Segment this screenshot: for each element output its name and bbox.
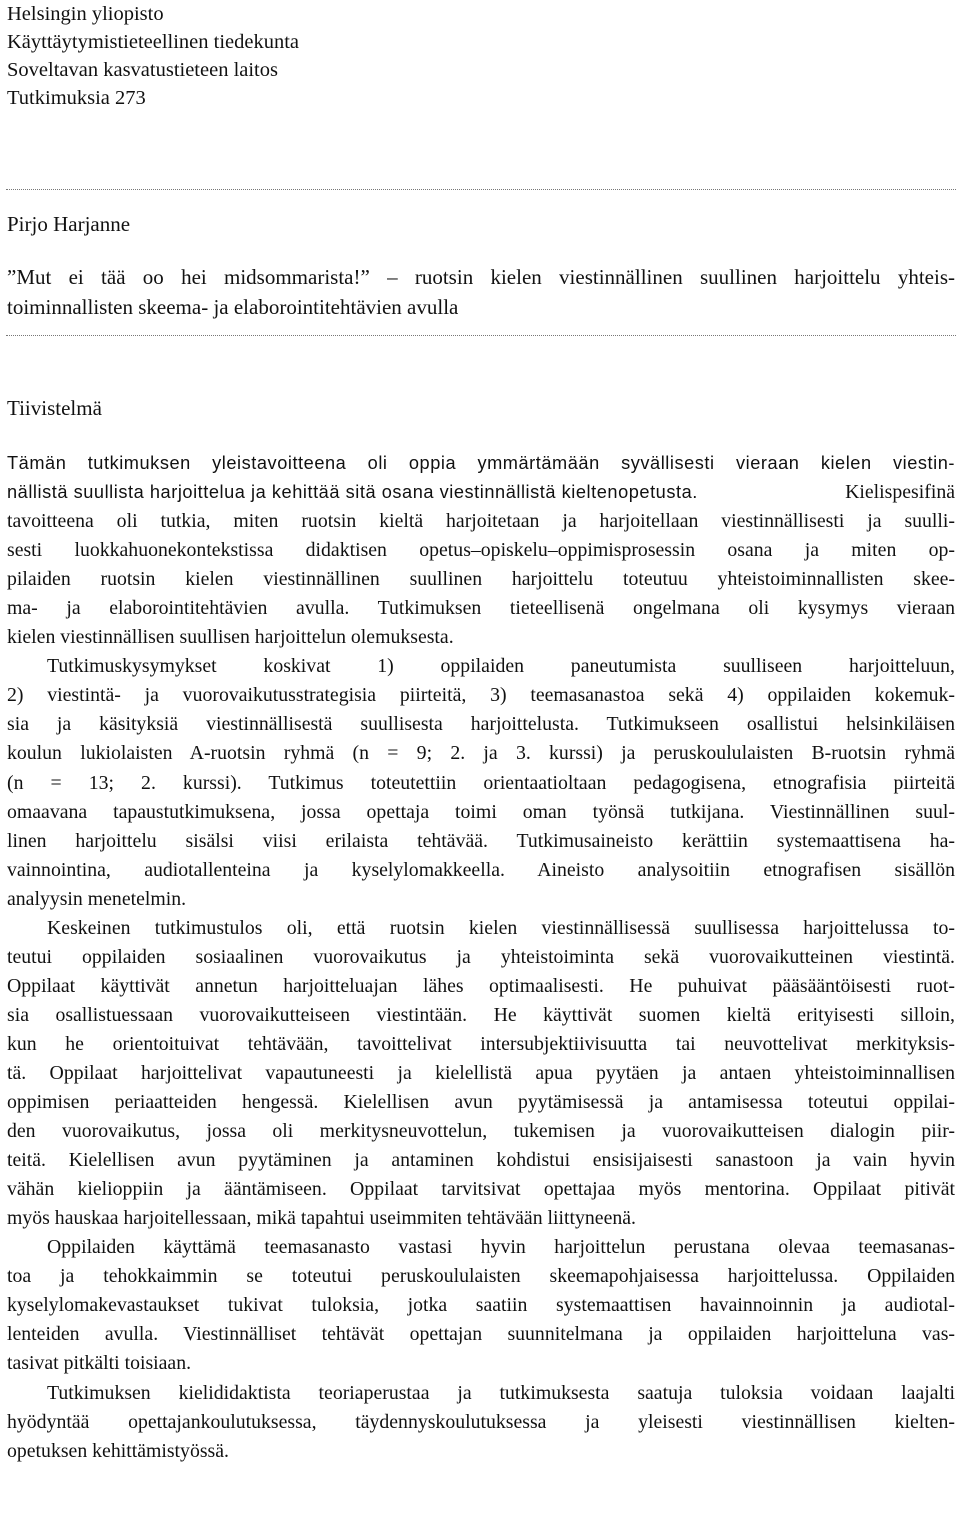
abstract-line: [7, 478, 955, 507]
abstract-line-part: nällistä suullista harjoittelua ja kehittää sitä osana viestinnällistä kieltenopetusta.: [7, 482, 698, 503]
abstract-line: opetuksen kehittämistyössä.: [7, 1439, 229, 1462]
abstract-line: myös hauskaa harjoitellessaan, mikä tapahtui useimmiten tehtävään liittyneenä.: [7, 1207, 636, 1230]
department-name: Soveltavan kasvatustieteen laitos: [7, 59, 278, 81]
abstract-line: tavoitteena oli tutkia, miten ruotsin kieltä harjoitetaan ja harjoitellaan viestinnällisesti ja suulli-: [7, 510, 955, 533]
abstract-line: Tutkimuksen kielididaktista teoriaperustaa ja tutkimuksesta saatuja tuloksia voidaan laajalti: [47, 1381, 955, 1404]
abstract-line: tä. Oppilaat harjoittelivat vapautuneesti ja kielellistä apua pyytäen ja antaen yhteistoiminnallisen: [7, 1061, 955, 1084]
header-block: [7, 0, 299, 112]
title-line-2: toiminnallisten skeema- ja elaborointitehtävien avulla: [7, 295, 459, 319]
abstract-line: Tämän tutkimuksen yleistavoitteena oli oppia ymmärtämään syvällisesti vieraan kielen viestin-: [7, 453, 955, 473]
abstract-line: teutui oppilaiden sosiaalinen vuorovaikutus ja yhteistoiminta sekä vuorovaikutteinen viestintä.: [7, 945, 955, 968]
university-name: Helsingin yliopisto: [7, 3, 164, 25]
abstract-body: [7, 449, 955, 1466]
abstract-line: kun he orientoituivat tehtävään, tavoittelivat intersubjektiivisuutta tai neuvottelivat merkityksis-: [7, 1032, 955, 1055]
abstract-line: sia ja käsityksiä viestinnällisestä suullisesta harjoittelusta. Tutkimukseen osallistui helsinkiläisen: [7, 713, 955, 736]
abstract-line: koulun lukiolaisten A-ruotsin ryhmä (n = 9; 2. ja 3. kurssi) ja peruskoululaisten B-ruotsin ryhmä: [7, 742, 955, 765]
series-label: Tutkimuksia 273: [7, 87, 146, 109]
abstract-line: vainnointina, audiotallenteina ja kyselylomakkeella. Aineisto analysoitiin etnografisen sisällön: [7, 858, 955, 881]
abstract-line: linen harjoittelu sisälsi viisi erilaista tehtävää. Tutkimusaineisto kerättiin systemaattisena ha-: [7, 829, 955, 852]
abstract-line: omaavana tapaustutkimuksena, jossa opettaja toimi oman työnsä tutkijana. Viestinnällinen suul-: [7, 800, 955, 823]
abstract-line: oppimisen periaatteiden hengessä. Kielellisen avun pyytämisessä ja antamisessa toteutui oppilai-: [7, 1091, 955, 1114]
abstract-line: pilaiden ruotsin kielen viestinnällinen suullinen harjoittelu toteutuu yhteistoiminnallisten skee-: [7, 568, 955, 591]
abstract-line: 2) viestintä- ja vuorovaikutusstrategisia piirteitä, 3) teemasanastoa sekä 4) oppilaiden kokemuk-: [7, 684, 955, 707]
abstract-line: hyödyntää opettajankoulutuksessa, täydennyskoulutuksessa ja yleisesti viestinnällisen kielten-: [7, 1410, 955, 1433]
divider-top: [6, 189, 956, 190]
abstract-line: lenteiden avulla. Viestinnälliset tehtävät opettajan suunnitelmana ja oppilaiden harjoitteluna vas-: [7, 1323, 955, 1346]
abstract-line: kyselylomakevastaukset tukivat tuloksia, jotka saatiin systemaattisen havainnoinnin ja audiotal-: [7, 1294, 955, 1317]
abstract-line: sia osallistuessaan vuorovaikutteiseen viestintään. He käyttivät suomen kieltä erityisesti silloin,: [7, 1003, 955, 1026]
abstract-line: kielen viestinnällisen suullisen harjoittelun olemuksesta.: [7, 626, 454, 649]
abstract-heading: Tiivistelmä: [7, 396, 102, 420]
title-line-1: ”Mut ei tää oo hei midsommarista!” – ruotsin kielen viestinnällinen suullinen harjoittelu yhteis-: [7, 265, 955, 289]
abstract-line: teitä. Kielellisen avun pyytäminen ja antaminen kohdistui ensisijaisesti sanastoon ja vain hyvin: [7, 1149, 955, 1172]
abstract-line: sesti luokkahuonekontekstissa didaktisen opetus–opiskelu–oppimisprosessin osana ja miten op-: [7, 539, 955, 562]
abstract-line: Oppilaat käyttivät annetun harjoitteluajan lähes optimaalisesti. He puhuivat pääsääntöisesti ruot-: [7, 974, 955, 997]
abstract-line: den vuorovaikutus, jossa oli merkitysneuvottelun, tukemisen ja vuorovaikutteisen dialogin piir-: [7, 1120, 955, 1143]
abstract-line: tasivat pitkälti toisiaan.: [7, 1352, 192, 1375]
divider-bottom: [6, 335, 956, 336]
faculty-name: Käyttäytymistieteellinen tiedekunta: [7, 31, 300, 53]
abstract-line: Keskeinen tutkimustulos oli, että ruotsin kielen viestinnällisessä suullisessa harjoittelussa to-: [47, 916, 955, 939]
abstract-line: analyysin menetelmin.: [7, 887, 187, 910]
abstract-line: Oppilaiden käyttämä teemasanasto vastasi hyvin harjoittelun perustana olevaa teemasanas-: [47, 1236, 955, 1259]
abstract-line: Tutkimuskysymykset koskivat 1) oppilaiden paneutumista suulliseen harjoitteluun,: [47, 655, 955, 678]
abstract-line: vähän kielioppiin ja ääntämiseen. Oppilaat tarvitsivat opettajaa myös mentorina. Oppilaat pitivät: [7, 1178, 955, 1201]
document-title: [7, 262, 955, 322]
abstract-line: (n = 13; 2. kurssi). Tutkimus toteutettiin orientaatioltaan pedagogisena, etnografisia piirteitä: [7, 771, 955, 794]
abstract-line: toa ja tehokkaimmin se toteutui peruskoululaisten skeemapohjaisessa harjoittelussa. Oppilaiden: [7, 1265, 955, 1288]
abstract-line-part: Kielispesifinä: [845, 481, 955, 504]
abstract-line: ma- ja elaborointitehtävien avulla. Tutkimuksen tieteellisenä ongelmana oli kysymys vieraan: [7, 597, 955, 620]
author-name: Pirjo Harjanne: [7, 212, 131, 236]
